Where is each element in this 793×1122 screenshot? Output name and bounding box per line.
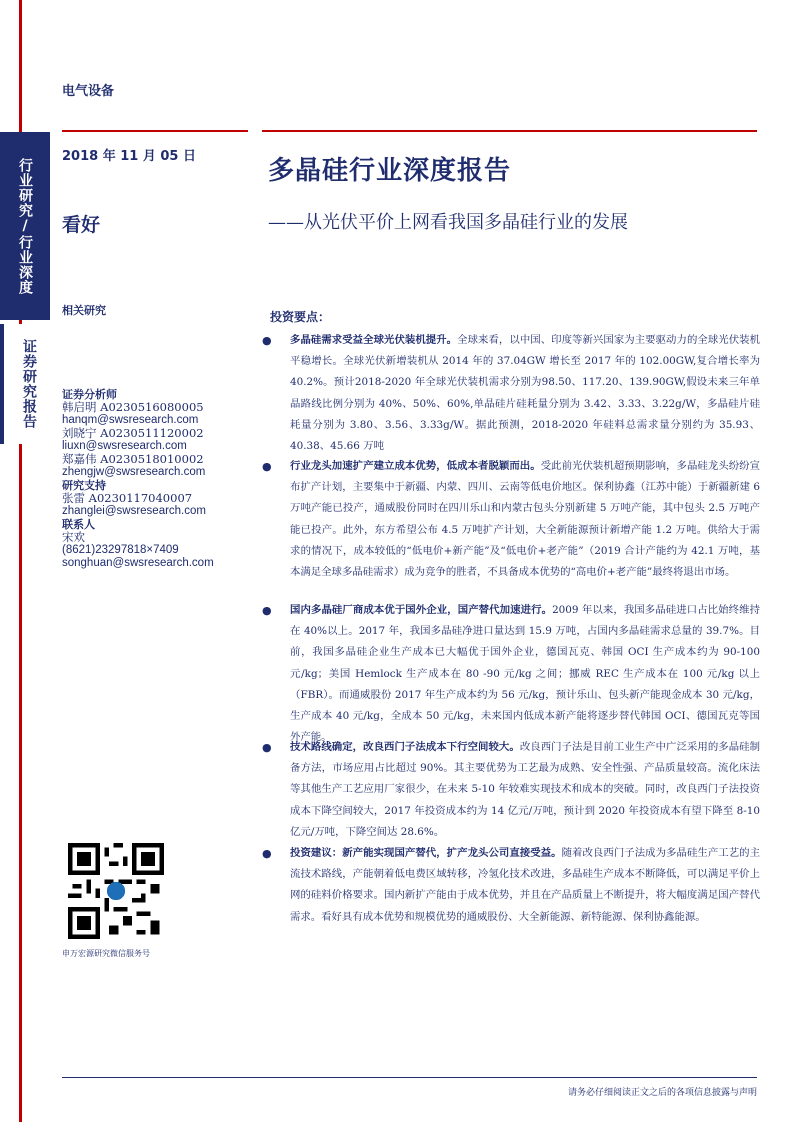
qr-caption: 申万宏源研究微信服务号 — [62, 949, 150, 958]
qr-code-icon — [68, 843, 164, 939]
investment-highlights-heading: 投资要点： — [270, 310, 331, 324]
analyst-name: 郑嘉伟 A0230518010002 — [62, 452, 204, 466]
industry-category: 电气设备 — [62, 84, 115, 99]
bullet-lead: 多晶硅需求受益全球光伏装机提升。 — [290, 334, 458, 346]
bullet-text: 随着改良西门子法成为多晶硅生产工艺的主流技术路线，产能朝着低电费区域转移，冷氢化技术改进，多晶硅生产成本不断降低，可以满足平价上网的硅料价格要求。国内新扩产能由于成本优势，并且在产品质量上不断提升，将大幅度满足国产替代需求。看好具有成本优势和规模优势的通威股份、大全新能源、新特能源、保利协鑫能源。 — [290, 847, 761, 923]
analyst-email[interactable]: hanqm@swsresearch.com — [62, 414, 199, 426]
title-divider — [262, 130, 757, 132]
bullet-dot: ● — [262, 604, 272, 617]
bullet-text: 2009 年以来，我国多晶硅进口占比始终维持在 40%以上。2017 年，我国多晶硅净进口量达到 15.9 万吨，占国内多晶硅需求总量的 39.7%。目前，我国多晶硅企业生产成本已大幅优于国外企业，德国瓦克、韩国 OCI 生产成本约为 90-100 元/kg；美国 Hemlock 生产成本在 80 -90 元/kg 之间；挪威 REC 生产成本在 100 元/kg 以上（FBR）。而通威股份 2017 年生产成本约为 56 元/kg，预计乐山、包头新产能现金成本 30 元/kg，生产成本 40 元/kg，全成本 50 元/kg，未来国内低成本新产能将逐步替代韩国 OCI、德国瓦克等国外产能。 — [290, 604, 761, 744]
analyst-info — [62, 388, 252, 570]
investment-bullet — [290, 843, 760, 928]
support-name: 张雷 A0230117040007 — [62, 491, 193, 505]
contact-name: 宋欢 — [62, 530, 85, 544]
analyst-email[interactable]: liuxn@swsresearch.com — [62, 440, 187, 452]
analyst-email[interactable]: zhengjw@swsresearch.com — [62, 466, 206, 478]
analyst-heading: 证券分析师 — [62, 388, 117, 401]
support-heading: 研究支持 — [62, 479, 106, 492]
bullet-text: 改良西门子法是目前工业生产中广泛采用的多晶硅制备方法，市场应用占比超过 90%。其主要优势为工艺最为成熟、安全性强、产品质量较高。流化床法等其他生产工艺应用厂家很少，在未来 5-10 年较难实现技术和成本的突破。同时，改良西门子法投资成本下降空间较大，2017 年投资成本约为 14 亿元/万吨，预计到 2020 年投资成本有望下降至 8-10 亿元/万吨，下降空间达 28.6%。 — [290, 741, 761, 838]
support-email[interactable]: zhanglei@swsresearch.com — [62, 505, 206, 517]
bullet-lead: 投资建议：新产能实现国产替代，扩产龙头公司直接受益。 — [290, 847, 562, 859]
side-tab-securities-report: 证券研究报告 — [0, 324, 54, 444]
bullet-dot: ● — [262, 460, 272, 473]
report-subtitle: ——从光伏平价上网看我国多晶硅行业的发展 — [268, 212, 628, 233]
investment-bullet — [290, 737, 760, 843]
bullet-lead: 国内多晶硅厂商成本优于国外企业，国产替代加速进行。 — [290, 604, 553, 616]
bullet-dot: ● — [262, 741, 272, 754]
bullet-text: 受此前光伏装机超预期影响，多晶硅龙头纷纷宣布扩产计划，主要集中于新疆、内蒙、四川、云南等低电价地区。保利协鑫（江苏中能）于新疆新建 6 万吨产能已投产，通威股份同时在四川乐山和内蒙古包头分别新建 5 万吨产能，其中包头 2.5 万吨产能已投产。此外，东方希望公布 4.5 万吨扩产计划，大全新能源预计新增产能 1.2 万吨。供给大于需求的情况下，成本较低的“低电价+新产能”及“低电价+老产能”（2019 合计产能约为 42.1 万吨，基本满足全球多晶硅需求）成为竞争的胜者，不具备成本优势的“高电价+老产能”最终将退出市场。 — [290, 460, 761, 579]
contact-phone: (8621)23297818×7409 — [62, 544, 179, 556]
bullet-text: 全球来看，以中国、印度等新兴国家为主要驱动力的全球光伏装机平稳增长。全球光伏新增装机从 2014 年的 37.04GW 增长至 2017 年的 102.00GW,复合增长率为 40.2%。预计2018-2020 年全球光伏装机需求分别为98.50、117.20、139.90GW,假设未来三年单晶路线比例分别为 40%、50%、60%,单晶硅片硅耗量分别为 3.42、3.33、3.22g/W，多晶硅片硅耗量分别为 3.80、3.56、3.33g/W。据此预测，2018-2020 年硅料总需求量分别约为 35.93、40.38、45.66 万吨 — [290, 334, 761, 453]
bullet-dot: ● — [262, 334, 272, 347]
investment-bullet — [290, 330, 760, 457]
report-date: 2018 年 11 月 05 日 — [62, 149, 196, 164]
footer-divider — [62, 1077, 757, 1078]
investment-bullet — [290, 600, 760, 748]
analyst-name: 韩启明 A0230516080005 — [62, 400, 204, 414]
side-tab-report-type: 行业研究/行业深度 — [0, 132, 50, 320]
report-title: 多晶硅行业深度报告 — [268, 156, 512, 186]
date-divider — [62, 130, 248, 132]
contact-email[interactable]: songhuan@swsresearch.com — [62, 557, 214, 569]
bullet-lead: 技术路线确定，改良西门子法成本下行空间较大。 — [290, 741, 520, 753]
related-research-heading: 相关研究 — [62, 304, 106, 317]
analyst-name: 刘晓宁 A0230511120002 — [62, 426, 204, 440]
industry-rating: 看好 — [62, 214, 101, 236]
footer-disclaimer: 请务必仔细阅读正文之后的各项信息披露与声明 — [567, 1088, 757, 1098]
contact-heading: 联系人 — [62, 518, 95, 531]
bullet-dot: ● — [262, 847, 272, 860]
bullet-lead: 行业龙头加速扩产建立成本优势，低成本者脱颖而出。 — [290, 460, 541, 472]
investment-bullet — [290, 456, 760, 583]
